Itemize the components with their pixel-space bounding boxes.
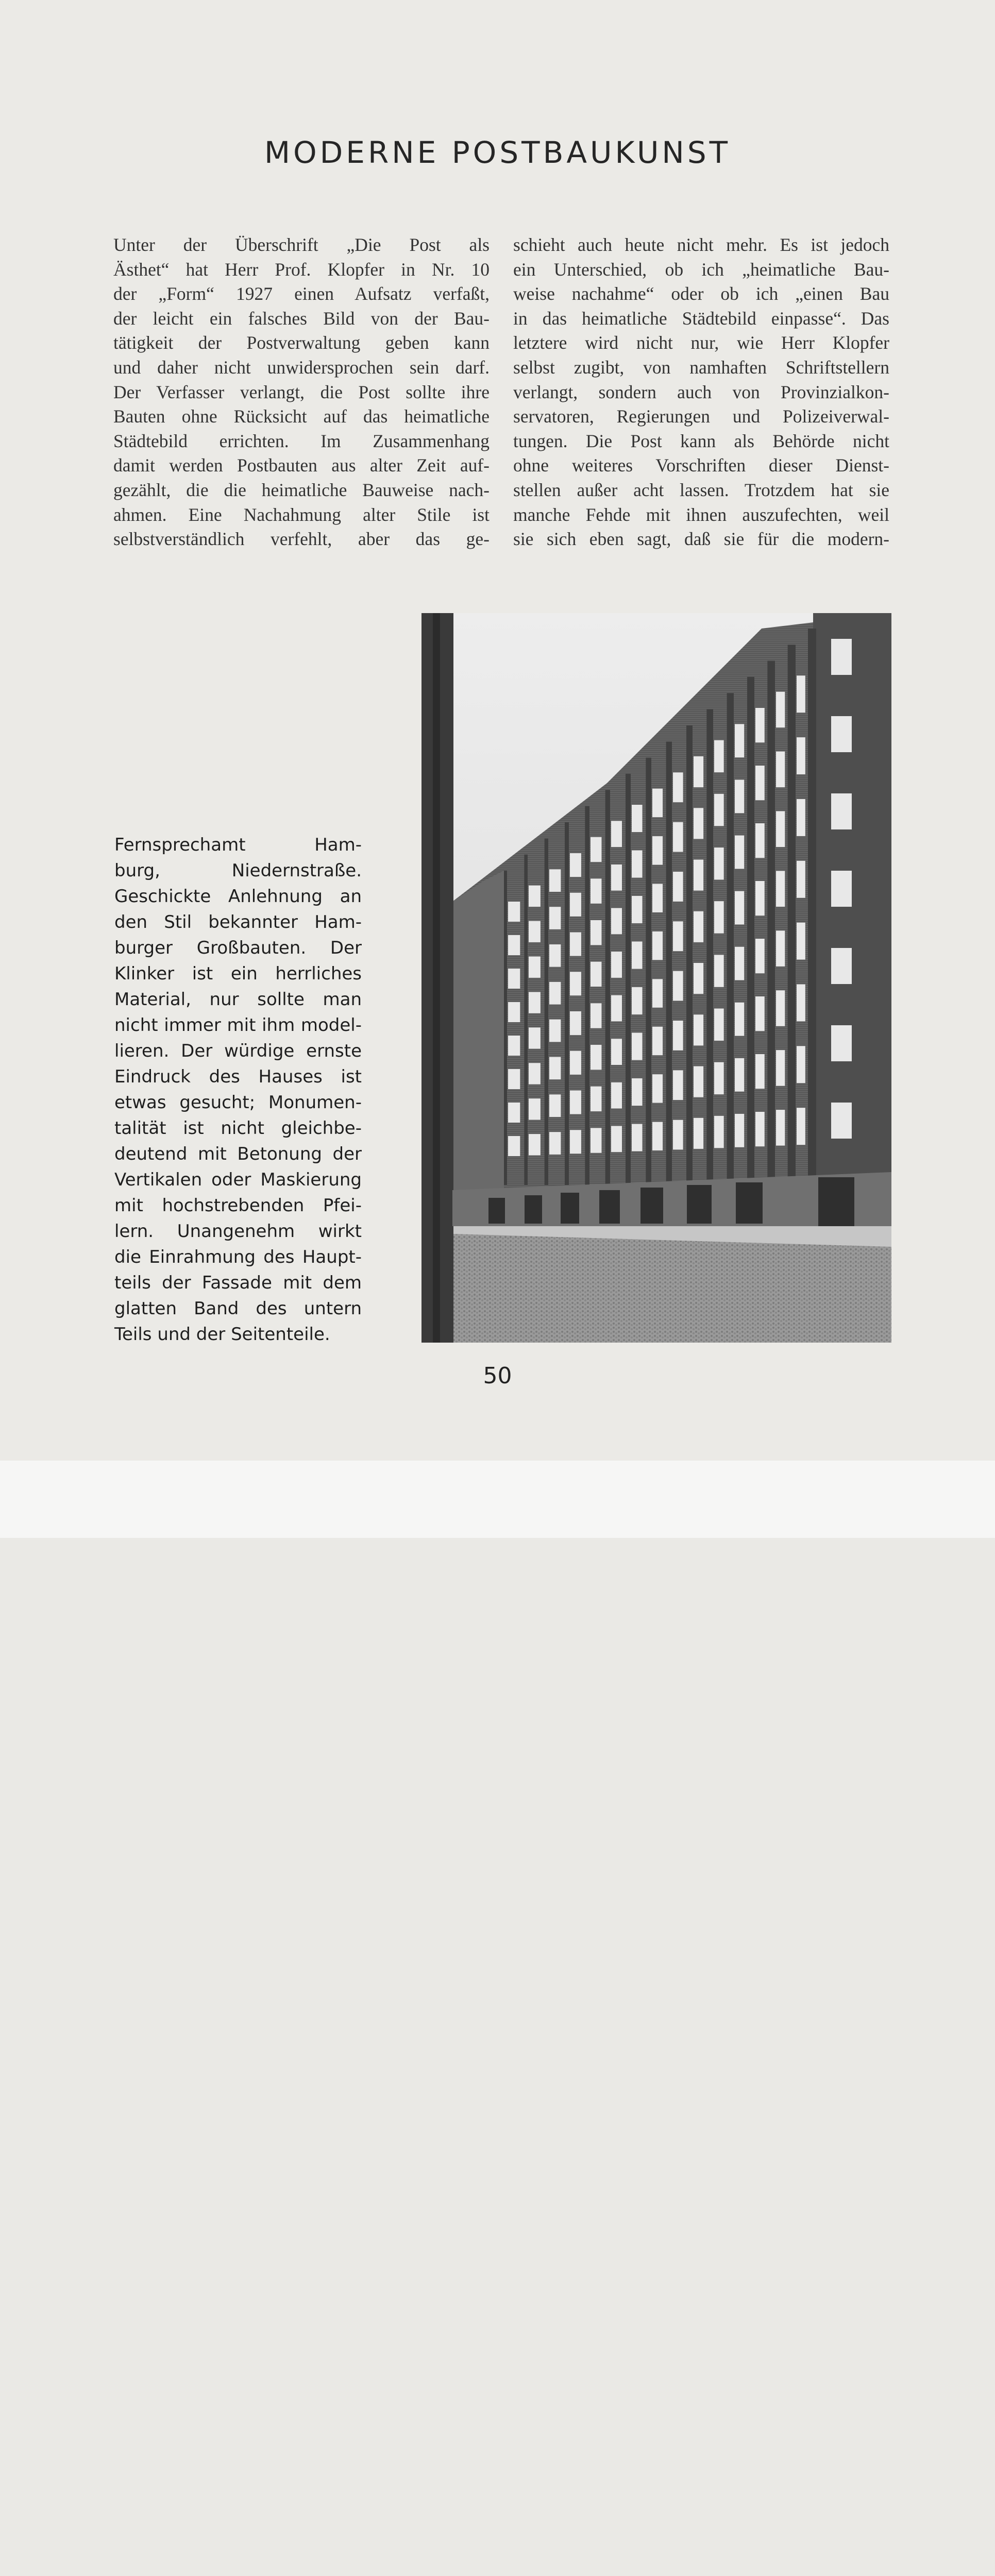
facade-pier [626,774,631,1185]
facade-window [797,675,805,713]
facade-window [632,1033,643,1060]
facade-window [652,931,663,960]
facade-pier [727,693,734,1185]
facade-window [673,872,683,902]
text-line: ohne weiteres Vorschriften dieser Dienst- [513,455,889,476]
tower-window [831,639,852,675]
facade-window [570,1130,581,1154]
facade-window [549,1057,561,1080]
facade-window [570,933,581,956]
facade-window [694,756,703,787]
text-line: die Einrahmung des Haupt- [114,1247,362,1267]
building-photo [421,613,891,1343]
text-line: tätigkeit der Postverwaltung geben kann [113,332,490,353]
facade-window [549,1132,561,1155]
facade-window [549,1020,561,1042]
facade-window [529,1063,541,1084]
text-line: Klinker ist ein herrliches [114,963,362,984]
facade-window [714,740,724,773]
facade-window [735,891,744,925]
text-line: selbstverständlich verfehlt, aber das ge- [113,529,490,550]
facade-window [673,822,683,852]
tower-window [831,793,852,829]
facade-window [755,1112,765,1146]
facade-window [714,955,724,987]
facade-window [714,901,724,934]
facade-window [735,724,744,757]
facade-pier [646,758,651,1185]
facade-window [632,805,643,832]
facade-window [570,853,581,877]
facade-window [508,902,520,922]
facade-window [529,921,541,942]
facade-window [797,1046,805,1083]
text-line: manche Fehde mit ihnen auszufechten, weil [513,504,889,525]
facade-window [673,1120,683,1150]
facade-window [714,1062,724,1095]
facade-window [611,1039,622,1065]
text-line: der „Form“ 1927 einen Aufsatz verfaßt, [113,283,490,304]
facade-window [591,878,601,903]
facade-window [797,923,805,960]
facade-pier [585,806,589,1185]
facade-window [652,1074,663,1103]
facade-window [694,1014,703,1045]
facade-window [632,942,643,969]
facade-window [508,1069,520,1089]
photo-illustration [421,613,891,1343]
facade-window [591,1128,601,1153]
facade-window [611,865,622,891]
text-line: stellen außer acht lassen. Trotzdem hat sie [513,479,889,500]
facade-pier [788,645,796,1185]
facade-window [797,861,805,898]
text-line: lieren. Der würdige ernste [114,1041,362,1061]
facade-window [694,1118,703,1149]
facade-window [508,1036,520,1056]
facade-window [652,884,663,912]
text-line: teils der Fassade mit dem [114,1273,362,1293]
facade-window [652,1027,663,1055]
facade-window [529,1134,541,1155]
text-line: talität ist nicht gleichbe- [114,1118,362,1139]
facade-window [611,1082,622,1109]
facade-window [652,836,663,865]
text-line: deutend mit Betonung der [114,1144,362,1164]
facade-window [591,1003,601,1028]
facade-window [549,944,561,967]
text-line: Material, nur sollte man [114,989,362,1010]
facade-window [735,1058,744,1092]
text-line: den Stil bekannter Ham- [114,912,362,933]
text-line: Bauten ohne Rücksicht auf das heimatliche [113,406,490,427]
facade-window [549,982,561,1005]
text-line: tungen. Die Post kann als Behörde nicht [513,430,889,451]
facade-window [549,1094,561,1117]
facade-window [714,1009,724,1041]
text-line: Der Verfasser verlangt, die Post sollte ihre [113,381,490,402]
facade-window [673,1021,683,1050]
text-line: damit werden Postbauten aus alter Zeit auf- [113,455,490,476]
facade-window [529,992,541,1013]
text-line: Teils und der Seitenteile. [114,1324,330,1345]
facade-pier [747,677,754,1185]
facade-window [508,1103,520,1123]
facade-window [694,808,703,839]
text-line: sie sich eben sagt, daß sie für die modern- [513,529,889,550]
facade-pier [524,855,528,1185]
text-line: gezählt, die die heimatliche Bauweise nach- [113,479,490,500]
facade-window [797,799,805,836]
tower-window [831,871,852,907]
facade-window [673,921,683,951]
facade-window [591,962,601,987]
text-line: burg, Niedernstraße. [114,860,362,881]
facade-window [508,1002,520,1022]
tower-window [831,948,852,984]
facade-window [776,1050,785,1086]
facade-window [508,935,520,955]
text-line: der leicht ein falsches Bild von der Bau- [113,308,490,329]
facade-window [591,1087,601,1111]
text-line: weise nachahme“ oder ob ich „einen Bau [513,283,889,304]
text-line: Ästhet“ hat Herr Prof. Klopfer in Nr. 10 [113,259,490,280]
facade-window [611,1126,622,1152]
facade-window [776,752,785,788]
text-line: verlangt, sondern auch von Provinzialkon- [513,381,889,402]
facade-window [549,907,561,929]
facade-window [570,1091,581,1114]
text-line: Eindruck des Hauses ist [114,1066,362,1087]
facade-window [714,1116,724,1148]
footer-bar [0,1461,995,1538]
facade-window [611,821,622,847]
text-column-left [113,233,490,552]
facade-window [570,893,581,917]
facade-window [570,1011,581,1035]
text-line: glatten Band des untern [114,1298,362,1319]
text-line: Vertikalen oder Maskierung [114,1170,362,1190]
facade-window [735,779,744,813]
text-line: ahmen. Eine Nachahmung alter Stile ist [113,504,490,525]
facade-pier [545,838,548,1185]
text-line: schieht auch heute nicht mehr. Es ist jedoch [513,234,889,255]
facade-window [776,930,785,967]
facade-window [776,1110,785,1146]
text-line: servatoren, Regierungen und Polizeiverwal- [513,406,889,427]
facade-pier [504,871,507,1185]
facade-pier [706,709,713,1185]
text-column-right [513,233,889,552]
facade-window [755,766,765,800]
facade-window [714,794,724,826]
facade-window [735,1003,744,1036]
facade-window [694,911,703,942]
facade-window [755,939,765,973]
facade-window [652,979,663,1007]
facade-window [591,920,601,945]
text-line: etwas gesucht; Monumen- [114,1092,362,1113]
facade-window [673,772,683,802]
text-line: nicht immer mit ihm model- [114,1015,362,1036]
text-line: Unter der Überschrift „Die Post als [113,234,490,255]
facade-window [570,1051,581,1075]
facade-pier [767,661,775,1185]
facade-window [694,1066,703,1097]
facade-window [632,987,643,1014]
facade-window [652,1122,663,1150]
facade-window [735,947,744,980]
facade-window [570,972,581,995]
facade-window [776,811,785,848]
text-line: Geschickte Anlehnung an [114,886,362,907]
facade-window [673,971,683,1001]
facade-window [632,1078,643,1106]
facade-window [529,886,541,907]
text-line: und daher nicht unwidersprochen sein darf. [113,357,490,378]
facade-window [776,871,785,907]
facade-window [755,823,765,858]
facade-window [755,881,765,916]
facade-window [694,963,703,994]
facade-window [755,996,765,1031]
tower-window [831,1025,852,1061]
text-line: lern. Unangenehm wirkt [114,1221,362,1242]
page-title: MODERNE POSTBAUKUNST [264,135,731,170]
facade-window [776,990,785,1026]
facade-window [632,1124,643,1151]
facade-window [611,995,622,1022]
facade-window [632,851,643,878]
facade-window [755,1054,765,1089]
facade-window [632,896,643,923]
facade-window [694,860,703,891]
facade-pier [808,629,816,1185]
facade-window [755,708,765,742]
facade-window [673,1070,683,1100]
page-number: 50 [483,1363,512,1389]
facade-pier [565,822,569,1185]
text-line: letztere wird nicht nur, wie Herr Klopfer [513,332,889,353]
facade-window [591,1045,601,1070]
tower-window [831,716,852,752]
facade-pier [605,790,610,1185]
text-line: mit hochstrebenden Pfei- [114,1195,362,1216]
facade-window [797,737,805,774]
facade-window [714,848,724,880]
facade-pier [686,725,693,1185]
facade-window [735,1114,744,1147]
facade-window [611,952,622,978]
text-line: burger Großbauten. Der [114,938,362,958]
facade-window [529,1027,541,1048]
facade-window [611,908,622,935]
text-line: ein Unterschied, ob ich „heimatliche Bau- [513,259,889,280]
facade-window [652,789,663,817]
tower-window [831,1103,852,1139]
facade-pier [666,741,672,1185]
photo-caption [114,832,362,1347]
facade-window [529,957,541,978]
facade-window [735,836,744,869]
facade-window [591,837,601,862]
text-line: Städtebild errichten. Im Zusammenhang [113,430,490,451]
text-line: Fernsprechamt Ham- [114,835,362,855]
facade-window [508,969,520,989]
facade-window [776,692,785,728]
facade-window [508,1136,520,1156]
facade-window [529,1098,541,1120]
text-line: selbst zugibt, von namhaften Schriftstellern [513,357,889,378]
facade-window [549,869,561,892]
text-line: in das heimatliche Städtebild einpasse“. Das [513,308,889,329]
facade-window [797,985,805,1022]
facade-window [797,1108,805,1145]
